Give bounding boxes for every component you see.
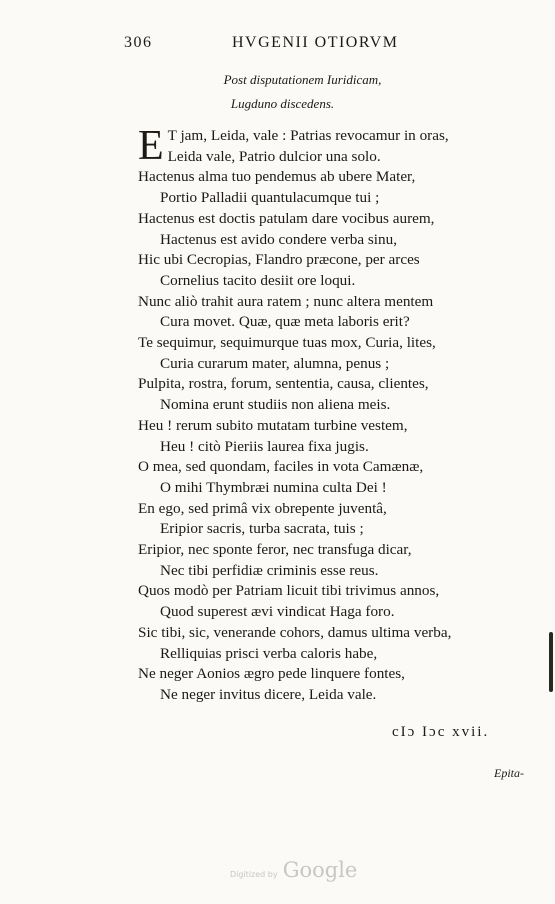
poem-line: Nec tibi perfidiæ criminis esse reus. <box>160 561 379 579</box>
poem-line: Leida vale, Patrio dulcior una solo. <box>167 147 381 165</box>
poem-heading-line-1: Post disputationem Iuridicam, <box>223 72 382 87</box>
poem-line: O mihi Thymbræi numina culta Dei ! <box>160 478 387 496</box>
poem-line: Eripior sacris, turba sacrata, tuis ; <box>160 520 364 538</box>
digitized-watermark <box>230 858 357 882</box>
poem-line: Nomina erunt studiis non aliena meis. <box>160 396 391 414</box>
poem-body <box>138 126 548 706</box>
poem-line: Heu ! citò Pieriis laurea fixa jugis. <box>160 437 369 455</box>
poem-line: En ego, sed primâ vix obrepente juventâ, <box>138 499 387 517</box>
catchword: Epita- <box>494 766 524 780</box>
google-logo: Google <box>282 858 358 882</box>
poem-line: Te sequimur, sequimurque tuas mox, Curia, lites, <box>138 334 436 352</box>
poem-line: Cura movet. Quæ, quæ meta laboris erit? <box>160 313 410 331</box>
poem-line: Heu ! rerum subito mutatam turbine vestem, <box>138 416 408 434</box>
drop-cap: E <box>138 126 164 168</box>
poem-opening <box>138 126 548 167</box>
poem-line: Nunc aliò trahit aura ratem ; nunc altera mentem <box>138 292 434 310</box>
poem-line: Eripior, nec sponte feror, nec transfuga dicar, <box>138 541 412 559</box>
poem-line: Hactenus est doctis patulam dare vocibus aurem, <box>138 209 435 227</box>
poem-line: Quod superest ævi vindicat Haga foro. <box>160 603 395 621</box>
watermark-prefix: Digitized by <box>230 870 278 879</box>
page-number: 306 <box>124 34 153 51</box>
poem-line: Hactenus est avido condere verba sinu, <box>160 230 398 248</box>
poem-line: Pulpita, rostra, forum, sententia, causa, clientes, <box>138 375 429 393</box>
poem-line: Quos modò per Patriam licuit tibi trivimus annos, <box>138 582 440 600</box>
poem-line: Cornelius tacito desiit ore loqui. <box>160 271 356 289</box>
poem-line: Sic tibi, sic, venerande cohors, damus ultima verba, <box>138 623 452 641</box>
poem-heading-line-2: Lugduno discedens. <box>230 96 335 111</box>
poem-line: Hactenus alma tuo pendemus ab ubere Mater, <box>138 168 416 186</box>
page-edge-mark <box>549 632 553 692</box>
poem-line: Ne neger invitus dicere, Leida vale. <box>160 685 377 703</box>
poem-line: Ne neger Aonios ægro pede linquere fontes, <box>138 665 405 683</box>
poem-line: Portio Palladii quantulacumque tui ; <box>160 189 380 207</box>
poem-line: T jam, Leida, vale : Patrias revocamur in oras, <box>167 127 449 144</box>
poem-line: O mea, sed quondam, faciles in vota Camænæ, <box>138 458 424 476</box>
date-roman-numerals: cIɔ Iɔc xvii. <box>392 724 490 740</box>
poem-line: Hic ubi Cecropias, Flandro præcone, per arces <box>138 251 420 269</box>
running-title: HVGENII OTIORVM <box>232 34 399 51</box>
poem-line: Curia curarum mater, alumna, penus ; <box>160 354 390 372</box>
poem-line: Relliquias prisci verba caloris habe, <box>160 644 378 662</box>
